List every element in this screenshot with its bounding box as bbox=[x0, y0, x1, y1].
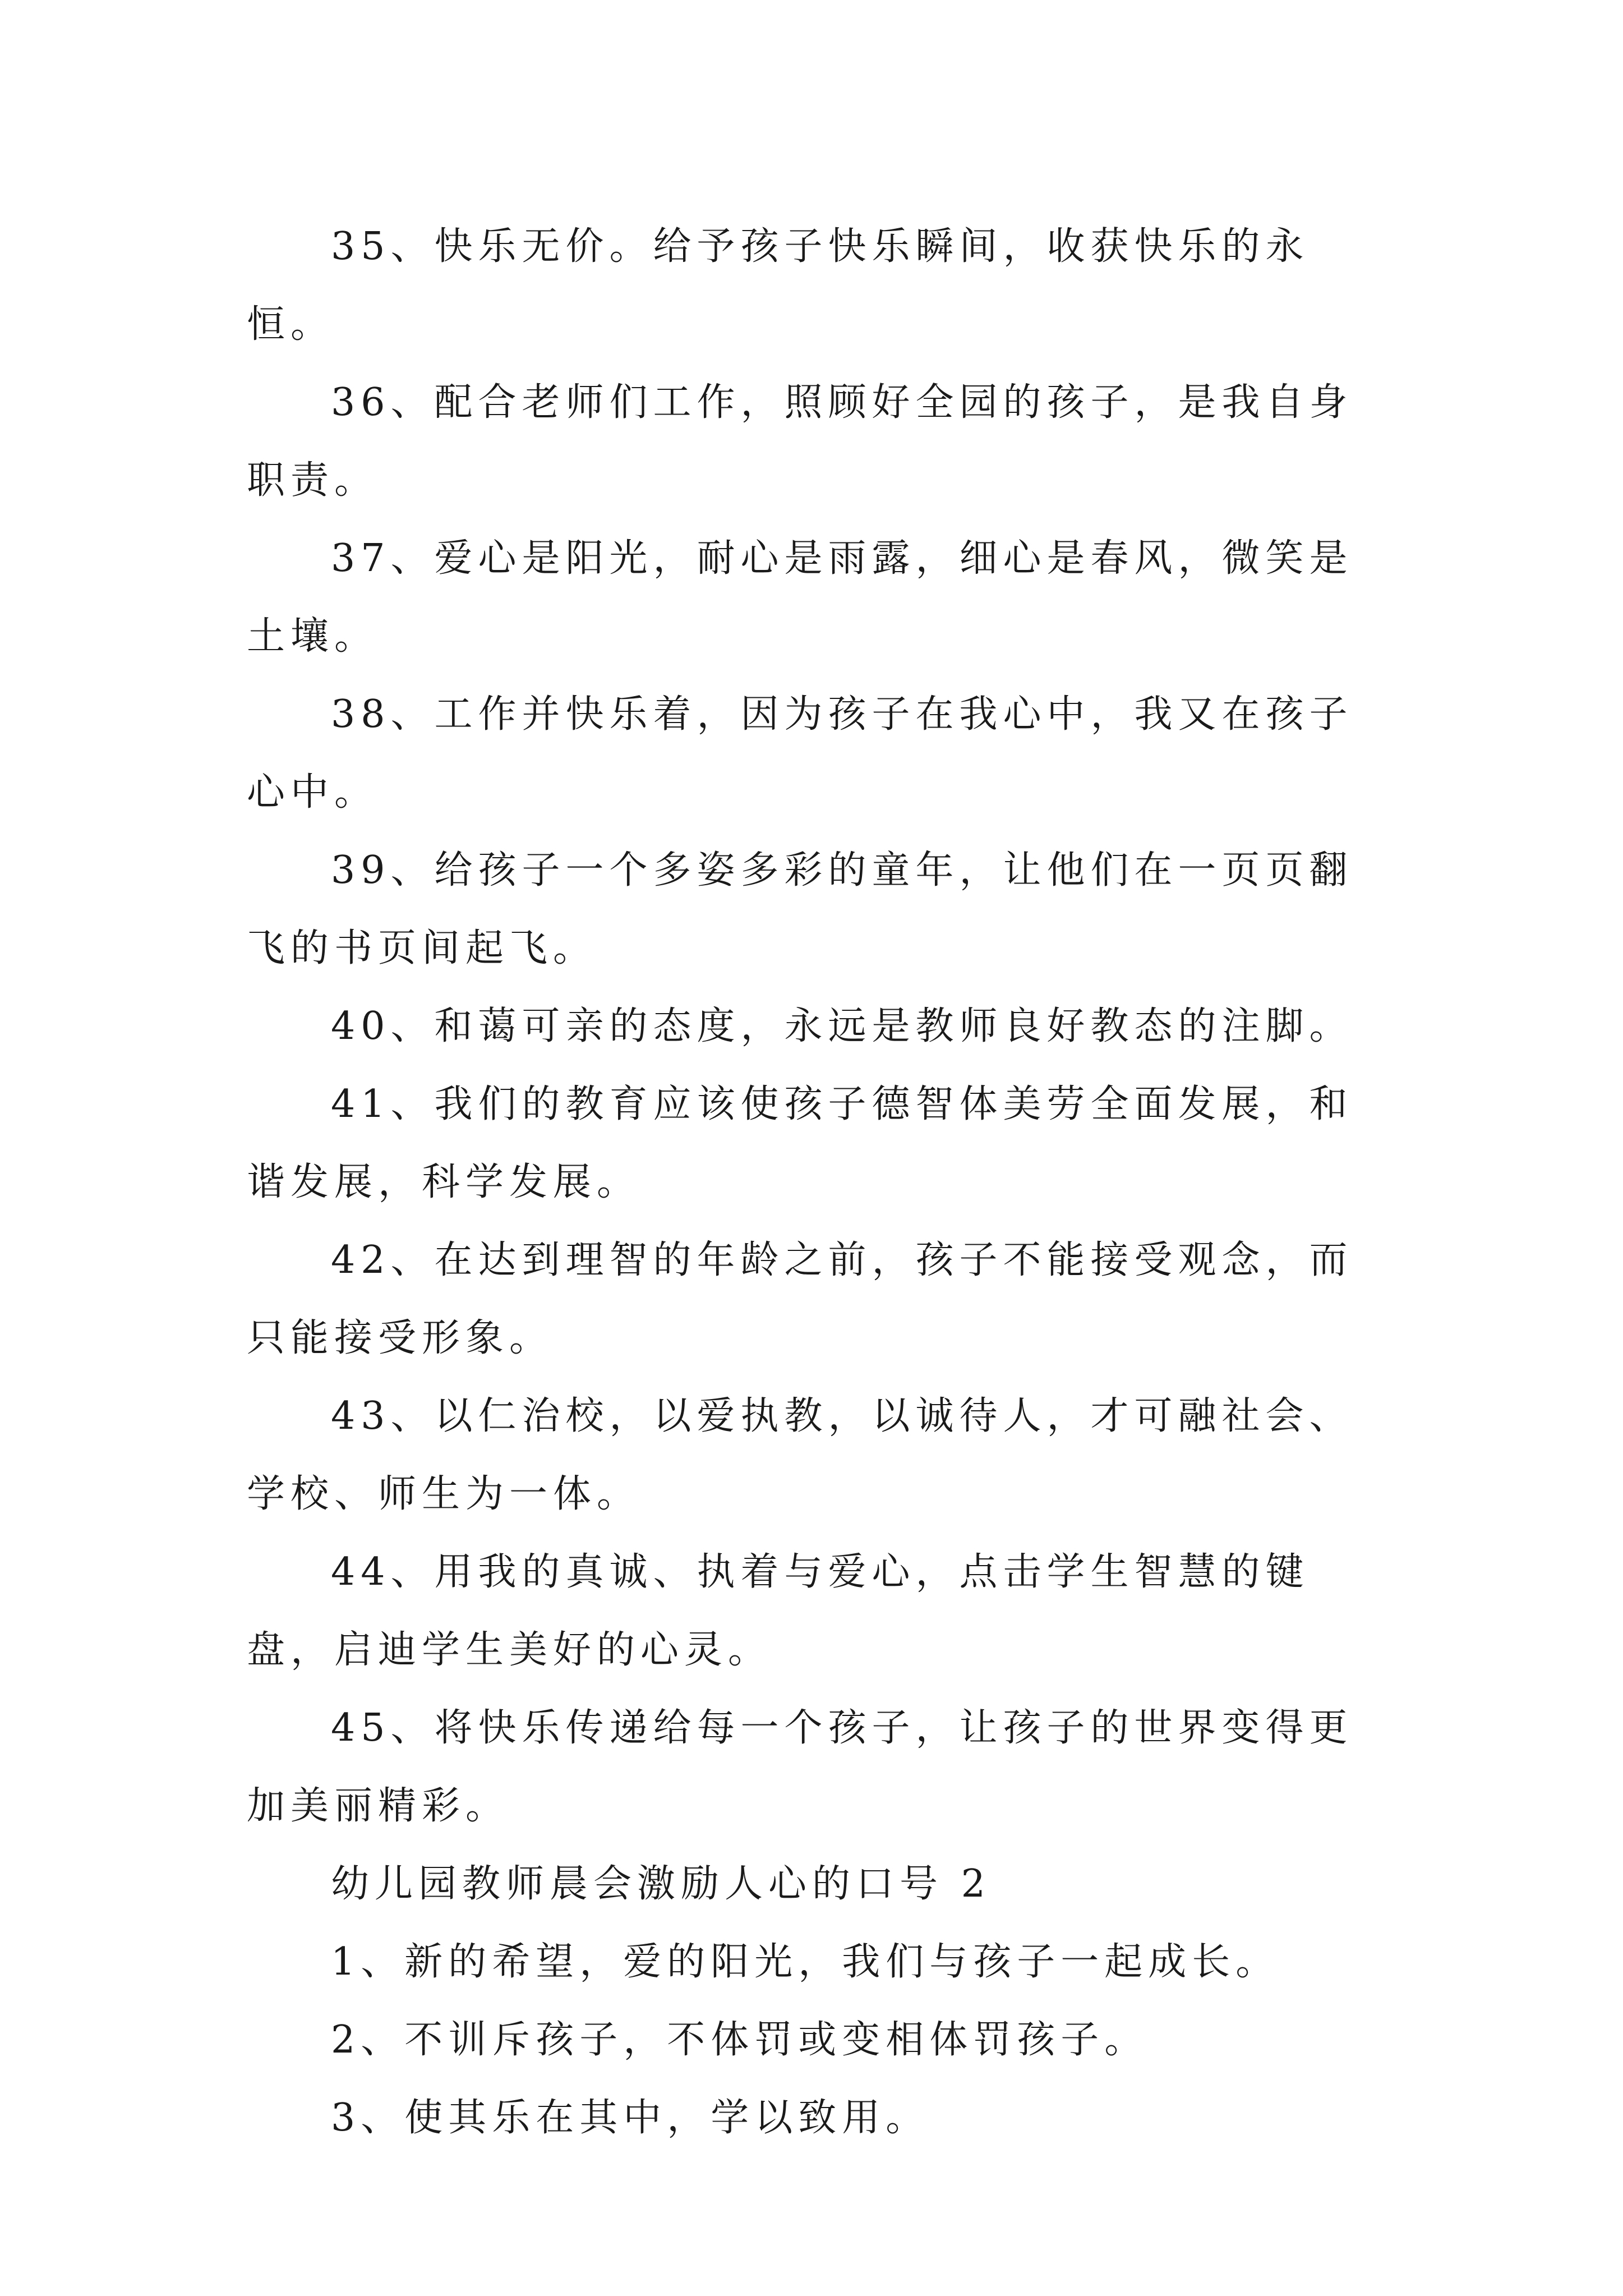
paragraph-44: 44、用我的真诚、执着与爱心，点击学生智慧的键盘，启迪学生美好的心灵。 bbox=[247, 1550, 1310, 1672]
document-body bbox=[247, 208, 1391, 2157]
paragraph-36: 36、配合老师们工作，照顾好全园的孩子，是我自身职责。 bbox=[247, 380, 1353, 503]
section-item-2: 2、不训斥孩子，不体罚或变相体罚孩子。 bbox=[331, 2018, 1149, 2062]
section-title: 幼儿园教师晨会激励人心的口号 2 bbox=[331, 1862, 991, 1906]
paragraph-40: 40、和蔼可亲的态度，永远是教师良好教态的注脚。 bbox=[331, 1004, 1353, 1048]
paragraph-45: 45、将快乐传递给每一个孩子，让孩子的世界变得更加美丽精彩。 bbox=[247, 1706, 1353, 1828]
paragraph-37: 37、爱心是阳光，耐心是雨露，细心是春风，微笑是土壤。 bbox=[247, 536, 1353, 659]
paragraph-41: 41、我们的教育应该使孩子德智体美劳全面发展，和谐发展，科学发展。 bbox=[247, 1082, 1353, 1204]
section-item-1: 1、新的希望，爱的阳光，我们与孩子一起成长。 bbox=[331, 1940, 1280, 1984]
paragraph-35: 35、快乐无价。给予孩子快乐瞬间，收获快乐的永恒。 bbox=[247, 224, 1310, 347]
section-item-3: 3、使其乐在其中，学以致用。 bbox=[331, 2096, 930, 2140]
paragraph-39: 39、给孩子一个多姿多彩的童年，让他们在一页页翻飞的书页间起飞。 bbox=[247, 848, 1353, 970]
paragraph-38: 38、工作并快乐着，因为孩子在我心中，我又在孩子心中。 bbox=[247, 692, 1353, 815]
paragraph-43: 43、以仁治校，以爱执教，以诚待人，才可融社会、学校、师生为一体。 bbox=[247, 1394, 1353, 1516]
paragraph-42: 42、在达到理智的年龄之前，孩子不能接受观念，而只能接受形象。 bbox=[247, 1238, 1353, 1360]
